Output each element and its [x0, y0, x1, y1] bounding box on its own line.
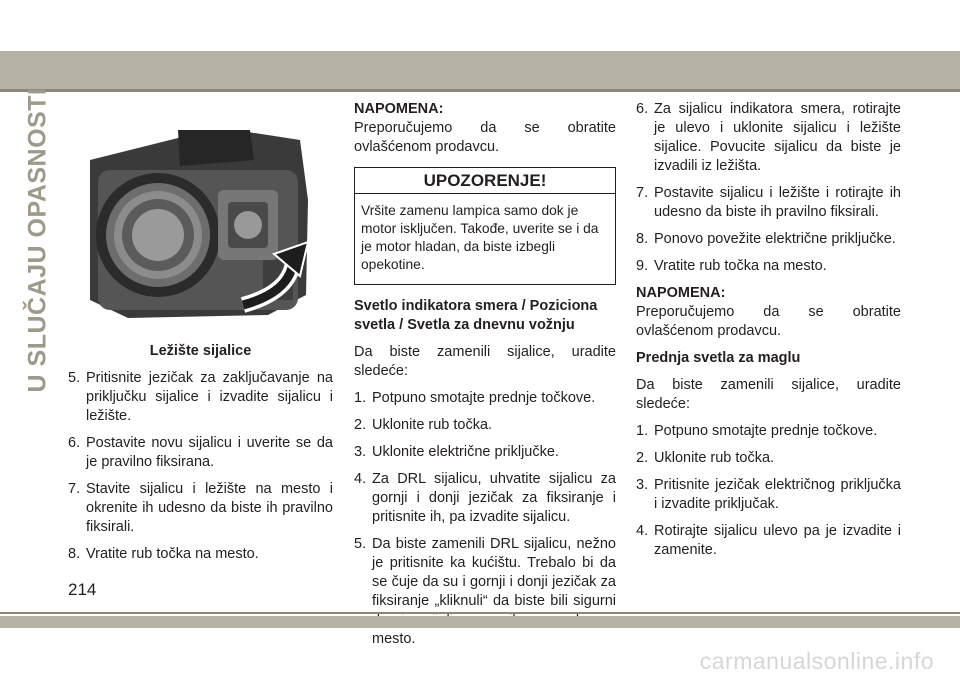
headlamp-illustration: [68, 130, 333, 330]
list-item: 6. Postavite novu sijalicu i uverite se da je pravilno fiksirana.: [68, 435, 333, 470]
column-left: [68, 100, 333, 572]
note-text: Preporučujemo da se obratite ovlašćenom prodavcu.: [354, 120, 616, 155]
warning-title: UPOZORENJE!: [355, 168, 615, 194]
section-intro: Da biste zamenili sijalice, uradite sledeće:: [354, 344, 616, 379]
list-item: 7. Postavite sijalicu i ležište i rotirajte ih udesno da biste ih pravilno fiksirali.: [636, 185, 901, 220]
list-item: 2. Uklonite rub točka.: [636, 450, 775, 466]
warning-box: [354, 167, 616, 285]
section-tab-label: U SLUČAJU OPASNOSTI: [23, 87, 52, 393]
list-item: 5. Pritisnite jezičak za zaključavanje na priključku sijalice i izvadite sijalicu i ležište.: [68, 370, 333, 424]
footer-band: [0, 616, 960, 628]
list-item: 5. Da biste zamenili DRL sijalicu, nežno je pritisnite ka kućištu. Trebalo bi da se čuje da su i gornji i donji jezičak za fiksiranje „kliknuli“ da biste bili sigurni mesto.: [354, 536, 616, 647]
figure-caption: Ležište sijalice: [149, 343, 252, 359]
page-number: 214: [68, 580, 97, 599]
footer-rule: [0, 612, 960, 614]
note-title: NAPOMENA:: [636, 285, 726, 301]
list-item: 8. Vratite rub točka na mesto.: [68, 546, 259, 562]
list-item: 3. Pritisnite jezičak električnog priključka i izvadite priključak.: [636, 477, 901, 512]
section-intro: Da biste zamenili sijalice, uradite sledeće:: [636, 377, 901, 412]
list-item: 3. Uklonite električne priključke.: [354, 444, 559, 460]
list-item: 1. Potpuno smotajte prednje točkove.: [354, 390, 596, 406]
note-text: Preporučujemo da se obratite ovlašćenom prodavcu.: [636, 304, 901, 339]
list-item: 7. Stavite sijalicu i ležište na mesto i okrenite ih udesno da biste ih pravilno fiksirali.: [68, 481, 333, 535]
list-item: 4. Za DRL sijalicu, uhvatite sijalicu za gornji i donji jezičak za fiksiranje i pritisnite ih, pa izvadite sijalicu.: [354, 471, 616, 525]
column-middle: [354, 100, 616, 657]
section-subheading: Prednja svetla za maglu: [636, 350, 801, 366]
section-subheading: Svetlo indikatora smera / Poziciona svetla / Svetla za dnevnu vožnju: [354, 298, 598, 333]
watermark: carmanualsonline.info: [699, 648, 934, 674]
section-tab: [18, 87, 58, 393]
list-item: 6. Za sijalicu indikatora smera, rotirajte je ulevo i uklonite sijalicu i ležište sijalice. Povucite sijalicu da biste je izvadili iz ležišta.: [636, 101, 901, 174]
column-right: [636, 100, 901, 568]
list-item: 1. Potpuno smotajte prednje točkove.: [636, 423, 878, 439]
note-title: NAPOMENA:: [354, 101, 444, 117]
list-item: 8. Ponovo povežite električne priključke.: [636, 231, 896, 247]
header-band: [0, 51, 960, 89]
headlamp-figure: [68, 130, 333, 330]
warning-text: Vršite zamenu lampica samo dok je motor isključen. Takođe, uverite se i da je motor hladan, da biste izbegli opekotine.: [361, 203, 599, 272]
list-item: 9. Vratite rub točka na mesto.: [636, 258, 827, 274]
list-item: 4. Rotirajte sijalicu ulevo pa je izvadite i zamenite.: [636, 523, 901, 558]
list-item: 2. Uklonite rub točka.: [354, 417, 493, 433]
header-rule: [0, 89, 960, 92]
